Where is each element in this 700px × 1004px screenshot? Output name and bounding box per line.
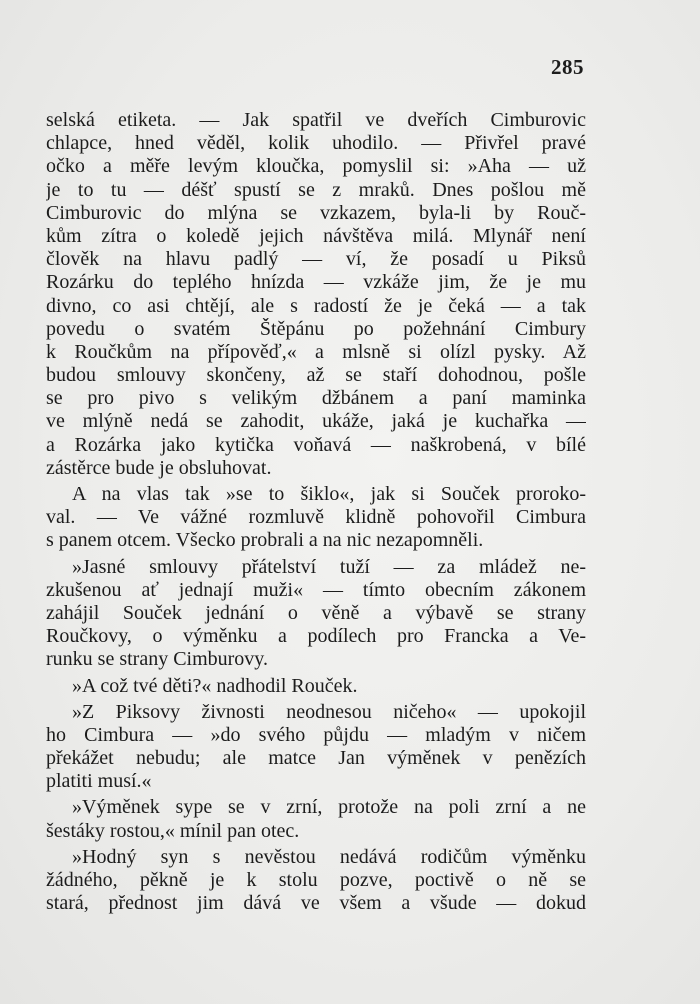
text-line: žádného, pěkně je k stolu pozve, poctivě o ně se: [46, 869, 586, 891]
text-line: chlapce, hned věděl, kolik uhodilo. — Přivřel pravé: [46, 132, 586, 155]
text-line: zkušenou ať jednají muži« — tímto obecním zákonem: [46, 578, 586, 601]
paragraph: [46, 483, 586, 553]
text-line: »Výměnek sype se v zrní, protože na poli zrní a ne: [72, 796, 586, 819]
paragraph: [46, 701, 586, 794]
paragraph: [46, 109, 586, 480]
text-line: »A což tvé děti?« nadhodil Rouček.: [72, 674, 358, 697]
text-line: kům zítra o koledě jejich návštěva milá. Mlynář není: [46, 224, 586, 247]
text-line: a Rozárka jako kytička voňavá — naškrobená, v bílé: [46, 433, 586, 456]
text-line: člověk na hlavu padlý — ví, že posadí u Piksů: [46, 248, 586, 271]
text-line: stará, přednost jim dává ve všem a všude — dokud: [46, 892, 586, 915]
text-line: je to tu — déšť spustí se z mraků. Dnes pošlou mě: [46, 178, 586, 201]
text-line: »Hodný syn s nevěstou nedává rodičům výměnku: [72, 845, 586, 868]
paragraph: [46, 675, 586, 698]
text-line: divno, co asi chtějí, ale s radostí že je čeká — a tak: [46, 294, 586, 317]
text-line: zahájil Souček jednání o věně a výbavě se strany: [46, 601, 586, 624]
paragraph: [46, 846, 586, 916]
text-line: val. — Ve vážné rozmluvě klidně pohovořil Cimbura: [46, 506, 586, 529]
page-number: 285: [551, 55, 584, 79]
text-line: očko a měře levým kloučka, pomyslil si: »Aha — už: [46, 155, 586, 178]
text-line: ve mlýně nedá se zahodit, ukáže, jaká je kuchařka —: [46, 410, 586, 433]
text-line: Roučkovy, o výměnku a podílech pro Francka a Ve-: [46, 625, 586, 648]
text-line: ho Cimbura — »do svého půjdu — mladým v ničem: [46, 723, 586, 746]
text-line: se pro pivo s velikým džbánem a paní maminka: [46, 387, 586, 410]
text-line: budou smlouvy skončeny, až se staří dohodnou, pošle: [46, 364, 586, 387]
text-line: Rozárku do teplého hnízda — vzkáže jim, že je mu: [46, 271, 586, 294]
text-line: platiti musí.«: [46, 770, 152, 793]
text-line: zástěrce bude je obsluhovat.: [46, 456, 272, 479]
text-line: runku se strany Cimburovy.: [46, 648, 269, 671]
text-line: povedu o svatém Štěpánu po požehnání Cimbury: [46, 317, 586, 340]
text-line: překážet nebudu; ale matce Jan výměnek v penězích: [46, 747, 586, 770]
text-line: »Jasné smlouvy přátelství tuží — za mládež ne-: [72, 555, 586, 578]
text-line: »Z Piksovy živnosti neodnesou ničeho« — upokojil: [72, 700, 586, 723]
text-line: selská etiketa. — Jak spatřil ve dveřích Cimburovic: [46, 109, 586, 131]
body-text: [46, 109, 586, 916]
text-line: šestáky rostou,« mínil pan otec.: [46, 819, 300, 842]
text-line: s panem otcem. Všecko probrali a na nic nezapomněli.: [46, 529, 484, 552]
text-line: Cimburovic do mlýna se vzkazem, byla-li by Rouč-: [46, 201, 586, 224]
text-line: A na vlas tak »se to šiklo«, jak si Souček proroko-: [72, 483, 586, 505]
text-line: k Roučkům na přípověď,« a mlsně si olízl pysky. Až: [46, 340, 586, 363]
paragraph: [46, 796, 586, 842]
paragraph: [46, 556, 586, 672]
